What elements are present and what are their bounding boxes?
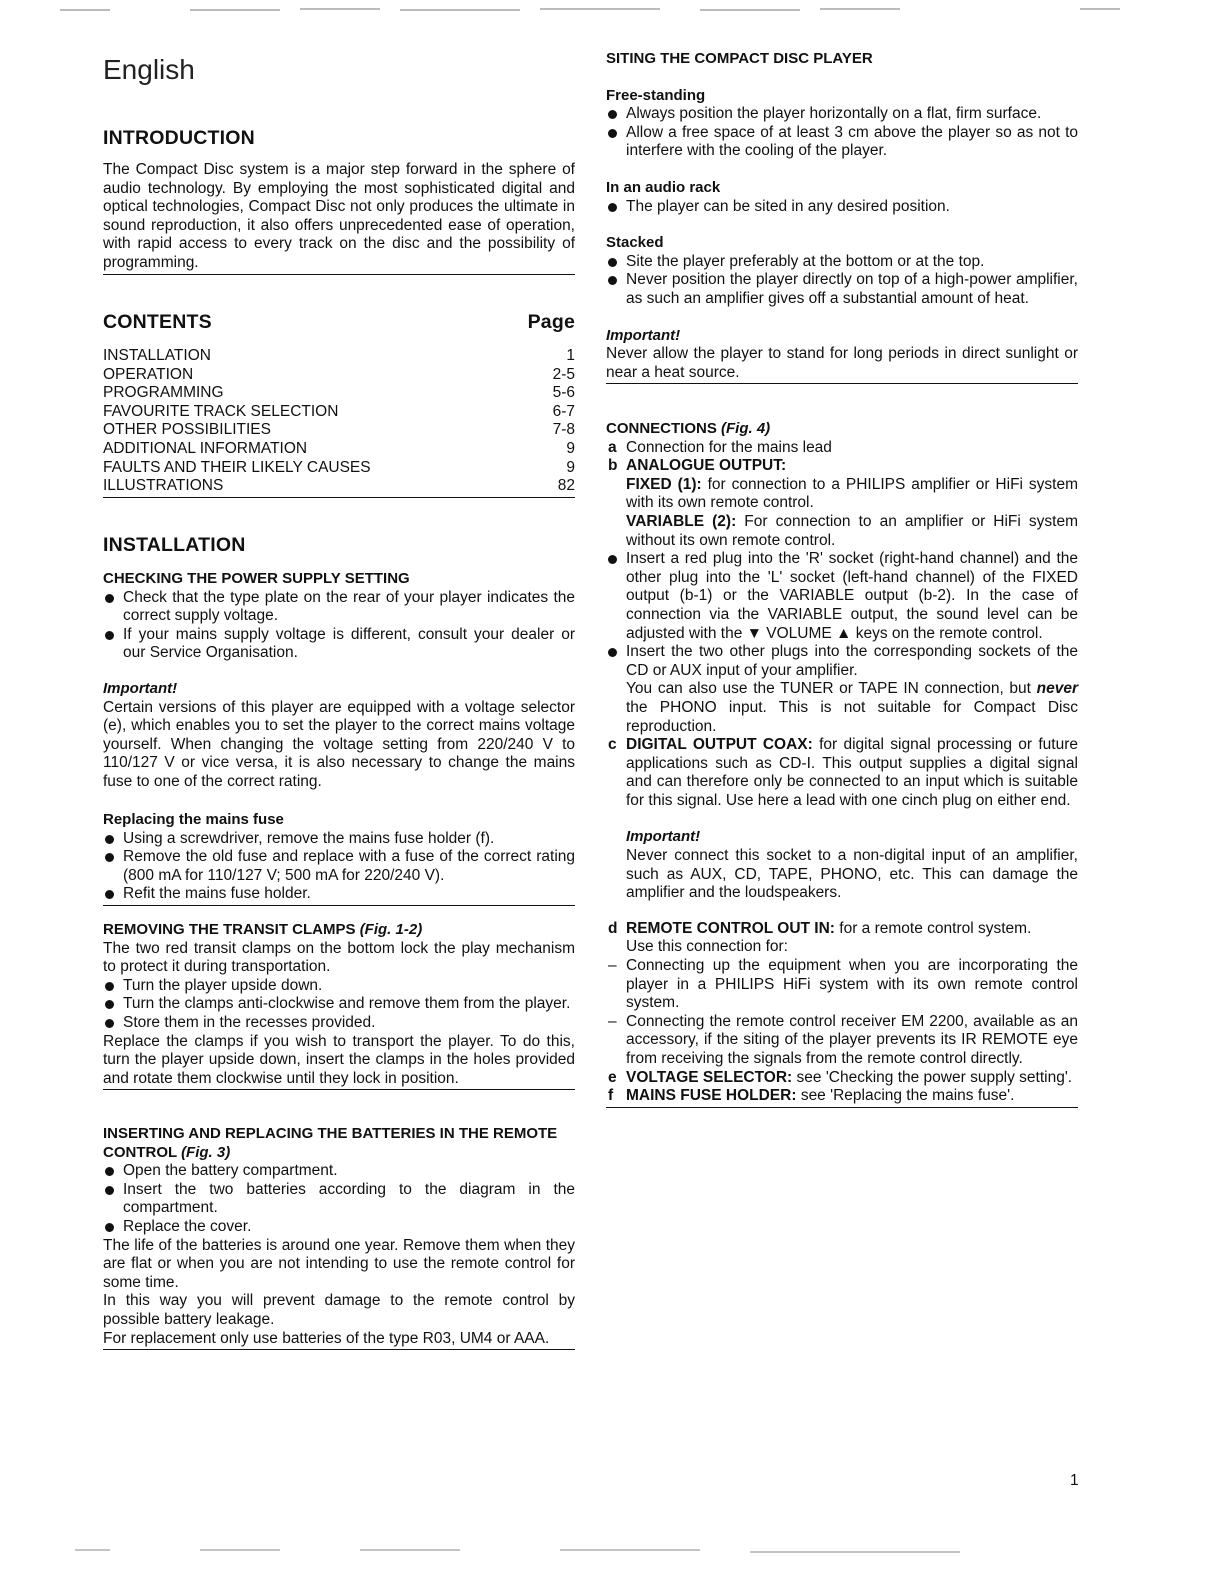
toc-row[interactable] bbox=[103, 384, 575, 403]
batteries-bullets bbox=[103, 1162, 575, 1236]
toc-page: 7-8 bbox=[552, 421, 575, 439]
list-item: Open the battery compartment. bbox=[103, 1162, 575, 1181]
connections-title: CONNECTIONS bbox=[606, 420, 717, 437]
stacked-bullets bbox=[606, 253, 1078, 309]
scan-noise-bottom bbox=[0, 1544, 1224, 1560]
important-label: Important! bbox=[626, 828, 701, 846]
list-item: Remove the old fuse and replace with a fuse of the correct rating (800 mA for 110/127 V; 500 mA for 220/240 V). bbox=[103, 848, 575, 885]
list-item: – Connecting up the equipment when you are incorporating the player in a PHILIPS HiFi system with its own remote control system. bbox=[606, 957, 1078, 1013]
item-title: MAINS FUSE HOLDER: bbox=[626, 1087, 797, 1105]
batteries-para: For replacement only use batteries of the type R03, UM4 or AAA. bbox=[103, 1330, 575, 1351]
item-text: Connection for the mains lead bbox=[626, 438, 832, 456]
item-key: d bbox=[608, 919, 618, 937]
item-text: see 'Checking the power supply setting'. bbox=[796, 1068, 1073, 1086]
important-label: Important! bbox=[606, 326, 681, 344]
free-standing-heading: Free-standing bbox=[606, 86, 706, 104]
item-subtext: Use this connection for: bbox=[626, 938, 788, 956]
list-item: Turn the player upside down. bbox=[103, 977, 575, 996]
toc-label: ADDITIONAL INFORMATION bbox=[103, 439, 308, 457]
toc-row[interactable] bbox=[103, 421, 575, 440]
item-title: REMOTE CONTROL OUT IN: bbox=[626, 919, 835, 937]
item-text: for a remote control system. bbox=[839, 919, 1032, 937]
list-item: Insert a red plug into the 'R' socket (right-hand channel) and the other plug into the 'L' socket (left-hand channel) of the FIXED output (b-1) or the VARIABLE output (b-2). In the case of connection via the VARIABLE output, the sound level can be adjusted with the ▼ VOLUME ▲ keys on the remote control. bbox=[606, 550, 1078, 643]
toc-page: 5-6 bbox=[552, 384, 575, 402]
variable-label: VARIABLE (2): bbox=[626, 512, 737, 530]
transit-clamps-intro: The two red transit clamps on the bottom lock the play mechanism to protect it during transportation. bbox=[103, 939, 575, 976]
emphasis-never: never bbox=[1036, 680, 1079, 698]
list-item-text: You can also use the TUNER or TAPE IN connection, but bbox=[626, 680, 1031, 698]
toc-label: ILLUSTRATIONS bbox=[103, 477, 224, 495]
connections-heading bbox=[606, 420, 1078, 439]
item-key: b bbox=[608, 457, 618, 475]
important-text: Never allow the player to stand for long periods in direct sunlight or near a heat source. bbox=[606, 345, 1078, 384]
item-key: f bbox=[608, 1087, 614, 1105]
list-item: Never position the player directly on top of a high-power amplifier, as such an amplifier gives off a substantial amount of heat. bbox=[606, 271, 1078, 308]
connection-item-b bbox=[606, 457, 1078, 550]
list-item: Always position the player horizontally on a flat, firm surface. bbox=[606, 105, 1078, 124]
toc-row[interactable] bbox=[103, 366, 575, 385]
toc-page: 9 bbox=[566, 458, 575, 476]
list-item-text: the PHONO input. This is not suitable for Compact Disc reproduction. bbox=[626, 698, 1078, 735]
stacked-heading: Stacked bbox=[606, 234, 664, 252]
important-text: Certain versions of this player are equipped with a voltage selector (e), which enables you to set the player to the correct mains voltage yourself. When changing the voltage setting from 220/240 V to 110/127 V or vice versa, it is also necessary to change the mains fuse to one of the correct rating. bbox=[103, 698, 575, 790]
contents-section bbox=[103, 311, 575, 498]
introduction-heading: INTRODUCTION bbox=[103, 127, 255, 149]
installation-section bbox=[103, 534, 575, 556]
item-key: e bbox=[608, 1068, 617, 1086]
mains-fuse-bullets bbox=[103, 830, 575, 906]
toc-label: OTHER POSSIBILITIES bbox=[103, 421, 271, 439]
connection-item-d bbox=[606, 920, 1078, 957]
list-item: Allow a free space of at least 3 cm above the player so as not to interfere with the cooling of the player. bbox=[606, 124, 1078, 161]
toc-row[interactable] bbox=[103, 477, 575, 496]
toc-page: 9 bbox=[566, 439, 575, 457]
power-supply-bullets bbox=[103, 589, 575, 663]
figure-reference: (Fig. 1-2) bbox=[359, 921, 423, 938]
list-item bbox=[606, 643, 1078, 736]
power-supply-heading: CHECKING THE POWER SUPPLY SETTING bbox=[103, 570, 410, 587]
transit-clamps-bullets bbox=[103, 977, 575, 1033]
transit-clamps-section bbox=[103, 921, 575, 1090]
list-item: If your mains supply voltage is different, consult your dealer or our Service Organisation. bbox=[103, 626, 575, 663]
remote-control-dashes bbox=[606, 957, 1078, 1069]
connection-item-a bbox=[606, 439, 1078, 458]
toc-row[interactable] bbox=[103, 403, 575, 422]
contents-header bbox=[103, 311, 575, 333]
list-item: Using a screwdriver, remove the mains fuse holder (f). bbox=[103, 830, 575, 849]
item-title: DIGITAL OUTPUT COAX: bbox=[626, 736, 813, 754]
contents-page-label: Page bbox=[527, 311, 575, 333]
transit-clamps-title: REMOVING THE TRANSIT CLAMPS bbox=[103, 921, 356, 938]
item-key: c bbox=[608, 736, 617, 754]
page-number: 1 bbox=[1070, 1472, 1079, 1489]
batteries-title: INSERTING AND REPLACING THE BATTERIES IN THE REMOTE CONTROL bbox=[103, 1125, 558, 1161]
introduction-section bbox=[103, 127, 575, 275]
connection-item-e bbox=[606, 1069, 1078, 1088]
list-item: Refit the mains fuse holder. bbox=[103, 885, 575, 904]
language-title: English bbox=[103, 54, 195, 85]
installation-heading: INSTALLATION bbox=[103, 534, 246, 556]
toc-label: FAULTS AND THEIR LIKELY CAUSES bbox=[103, 458, 371, 476]
transit-clamps-heading bbox=[103, 921, 575, 940]
siting-heading: SITING THE COMPACT DISC PLAYER bbox=[606, 50, 873, 67]
list-item: Turn the clamps anti-clockwise and remove them from the player. bbox=[103, 995, 575, 1014]
analogue-output-bullets bbox=[606, 550, 1078, 736]
contents-list bbox=[103, 347, 575, 498]
mains-fuse-heading: Replacing the mains fuse bbox=[103, 811, 284, 828]
toc-page: 6-7 bbox=[552, 402, 575, 420]
toc-label: PROGRAMMING bbox=[103, 384, 224, 402]
introduction-text: The Compact Disc system is a major step forward in the sphere of audio technology. By employing the most sophisticated digital and optical technologies, Compact Disc not only produces the ultimate in sound reproduction, it also offers unprecedented ease of operation, with rapid access to every track on the disc and the possibility of programming. bbox=[103, 161, 575, 275]
list-item-text: Insert the two other plugs into the corresponding sockets of the CD or AUX input of your amplifier. bbox=[626, 643, 1078, 679]
variable-text: For connection to an amplifier or HiFi system without its own remote control. bbox=[626, 512, 1078, 549]
batteries-section bbox=[103, 1125, 575, 1350]
list-item: Site the player preferably at the bottom or at the top. bbox=[606, 253, 1078, 272]
scan-noise-top bbox=[0, 0, 1224, 16]
batteries-para: The life of the batteries is around one year. Remove them when they are flat or when you are not intending to use the remote control for some time. bbox=[103, 1236, 575, 1291]
language-heading bbox=[103, 54, 575, 86]
item-text: for digital signal processing or future applications such as CD-I. This output supplies a digital signal and can therefore only be connected to an input which is suitable for this signal. Use here a lead with one cinch plug on either end. bbox=[626, 736, 1079, 809]
list-item: Insert the two batteries according to the diagram in the compartment. bbox=[103, 1181, 575, 1218]
figure-reference: (Fig. 4) bbox=[721, 420, 771, 437]
toc-row[interactable] bbox=[103, 440, 575, 459]
toc-page: 1 bbox=[566, 347, 575, 364]
audio-rack-heading: In an audio rack bbox=[606, 178, 721, 196]
connection-item-c bbox=[606, 736, 1078, 903]
list-item: The player can be sited in any desired position. bbox=[606, 198, 1078, 217]
batteries-heading bbox=[103, 1125, 575, 1162]
toc-row[interactable] bbox=[103, 347, 575, 366]
connection-item-f bbox=[606, 1087, 1078, 1108]
mains-fuse-section bbox=[103, 811, 575, 906]
item-text: see 'Replacing the mains fuse'. bbox=[800, 1087, 1015, 1105]
item-title: ANALOGUE OUTPUT: bbox=[626, 457, 787, 475]
item-key: a bbox=[608, 438, 617, 456]
important-text: Never connect this socket to a non-digital input of an amplifier, such as AUX, CD, TAPE, PHONO, etc. This can damage the amplifier and the loudspeakers. bbox=[626, 847, 1078, 902]
fixed-label: FIXED (1): bbox=[626, 475, 702, 493]
toc-label: INSTALLATION bbox=[103, 347, 211, 364]
figure-reference: (Fig. 3) bbox=[181, 1143, 231, 1161]
item-title: VOLTAGE SELECTOR: bbox=[626, 1068, 793, 1086]
list-item: – Connecting the remote control receiver EM 2200, available as an accessory, if the siting of the player prevents its IR REMOTE eye from receiving the signals from the remote control directly. bbox=[606, 1013, 1078, 1069]
important-label: Important! bbox=[103, 679, 178, 697]
toc-label: FAVOURITE TRACK SELECTION bbox=[103, 402, 339, 420]
toc-label: OPERATION bbox=[103, 365, 194, 383]
siting-section bbox=[606, 50, 1078, 384]
free-standing-bullets bbox=[606, 105, 1078, 161]
transit-clamps-outro: Replace the clamps if you wish to transport the player. To do this, turn the player upside down, insert the clamps in the holes provided and rotate them clockwise until they lock in position. bbox=[103, 1033, 575, 1091]
list-item: Store them in the recesses provided. bbox=[103, 1014, 575, 1033]
power-supply-section bbox=[103, 570, 575, 792]
toc-page: 82 bbox=[557, 477, 575, 495]
toc-page: 2-5 bbox=[552, 365, 575, 383]
contents-heading: CONTENTS bbox=[103, 311, 212, 333]
list-item: Replace the cover. bbox=[103, 1218, 575, 1237]
fixed-text: for connection to a PHILIPS amplifier or HiFi system with its own remote control. bbox=[626, 475, 1078, 512]
list-item: Check that the type plate on the rear of your player indicates the correct supply voltage. bbox=[103, 589, 575, 626]
connections-section bbox=[606, 420, 1078, 1108]
toc-row[interactable] bbox=[103, 459, 575, 478]
audio-rack-bullets bbox=[606, 198, 1078, 217]
batteries-para: In this way you will prevent damage to the remote control by possible battery leakage. bbox=[103, 1292, 575, 1328]
